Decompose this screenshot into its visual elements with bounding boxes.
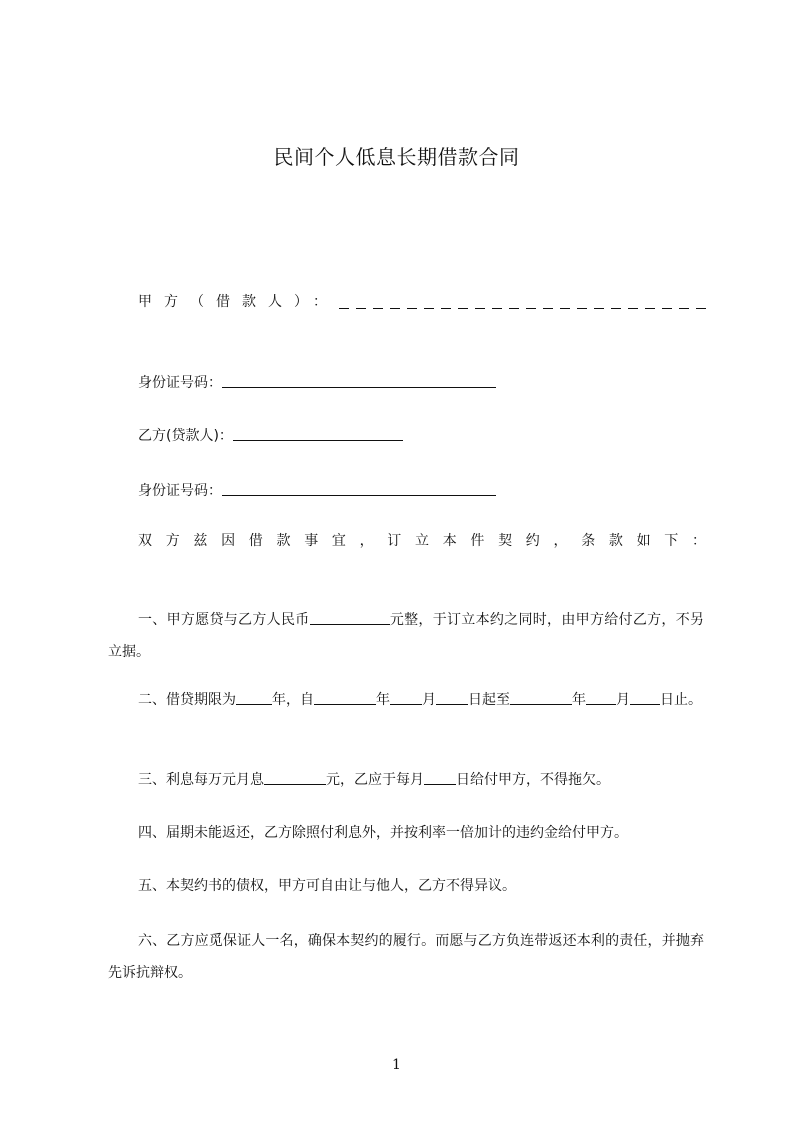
interest-blank <box>264 769 326 785</box>
clause-5: 五、本契约书的债权，甲方可自由让与他人，乙方不得异议。 <box>138 878 516 894</box>
end-day-blank <box>630 689 660 705</box>
clause-3-text-a: 三、利息每万元月息 <box>138 772 264 788</box>
clause-2-text-c: 年 <box>376 692 390 708</box>
clause-3 <box>108 764 704 796</box>
party-a-blank <box>339 295 711 309</box>
clause-2-text-e: 日起至 <box>468 692 510 708</box>
clause-1 <box>108 604 704 668</box>
end-year-blank <box>510 689 572 705</box>
party-a-id-blank <box>222 372 496 388</box>
payment-day-blank <box>424 769 456 785</box>
page-number: 1 <box>392 1057 401 1073</box>
clause-6: 六、乙方应觅保证人一名，确保本契约的履行。而愿与乙方负连带返还本利的责任，并抛弃先诉抗辩权。 <box>108 933 704 981</box>
amount-blank <box>310 609 390 625</box>
clause-1-text-b: 元整，于订立本约之同时，由甲方给付乙方，不另立据。 <box>108 612 705 660</box>
clause-2-text-g: 月 <box>616 692 630 708</box>
clause-2-text-f: 年 <box>572 692 586 708</box>
clause-2 <box>108 684 704 716</box>
party-a-line <box>138 292 711 312</box>
start-month-blank <box>390 689 422 705</box>
clause-2-text-d: 月 <box>422 692 436 708</box>
party-a-label: 甲方（借款人）： <box>138 294 339 310</box>
clause-3-text-b: 元，乙应于每月 <box>326 772 424 788</box>
clause-4: 四、届期未能返还，乙方除照付利息外，并按利率一倍加计的违约金给付甲方。 <box>138 825 628 841</box>
party-b-blank <box>233 425 403 441</box>
start-day-blank <box>436 689 468 705</box>
clause-1-text-a: 一、甲方愿贷与乙方人民币 <box>138 612 310 628</box>
clause-3-text-c: 日给付甲方，不得拖欠。 <box>456 772 610 788</box>
party-b-id-blank <box>222 480 496 496</box>
end-month-blank <box>586 689 616 705</box>
party-a-id-label: 身份证号码： <box>138 375 222 391</box>
clause-2-text-h: 日止。 <box>660 692 702 708</box>
party-b-label: 乙方(贷款人)： <box>138 428 233 444</box>
start-year-blank <box>314 689 376 705</box>
party-a-id-line <box>138 372 496 393</box>
term-years-blank <box>236 689 272 705</box>
clause-2-text-b: 年，自 <box>272 692 314 708</box>
clause-2-text-a: 二、借贷期限为 <box>138 692 236 708</box>
party-b-id-line <box>138 480 496 501</box>
party-b-line <box>138 425 403 446</box>
document-title: 民间个人低息长期借款合同 <box>273 145 520 169</box>
party-b-id-label: 身份证号码： <box>138 483 222 499</box>
intro-line: 双方兹因借款事宜，订立本件契约，条款如下： <box>138 533 706 549</box>
